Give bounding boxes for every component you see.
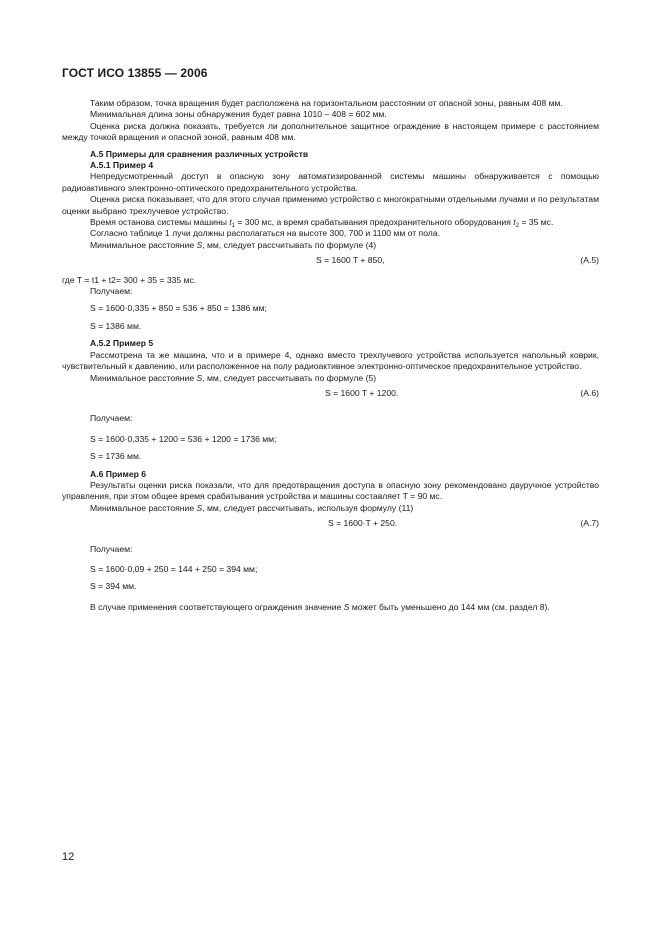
paragraph: Оценка риска должна показать, требуется ли дополнительное защитное ограждение в настоящем примере с расстоянием между точкой вращения и опасной зоной, равным 408 мм. bbox=[62, 120, 599, 143]
document-header: ГОСТ ИСО 13855 — 2006 bbox=[62, 66, 208, 80]
paragraph: Минимальное расстояние S, мм, следует рассчитывать по формуле (4) bbox=[90, 239, 377, 250]
document-body bbox=[62, 98, 599, 613]
formula-expression: S = 1600·T + 250. bbox=[328, 518, 398, 529]
calculation-result: S = 1736 мм. bbox=[90, 451, 142, 462]
obtain-label: Получаем: bbox=[90, 286, 133, 297]
formula-number: (А.6) bbox=[580, 387, 599, 398]
paragraph: Минимальное расстояние S, мм, следует рассчитывать, используя формулу (11) bbox=[90, 502, 414, 513]
obtain-label: Получаем: bbox=[90, 543, 133, 554]
paragraph-conclusion: В случае применения соответствующего ограждения значение S может быть уменьшено до 144 мм (см. раздел 8). bbox=[90, 601, 550, 612]
section-heading-a6: А.6 Пример 6 bbox=[90, 468, 147, 479]
calculation-result: S = 394 мм. bbox=[90, 581, 137, 592]
paragraph: Таким образом, точка вращения будет расположена на горизонтальном расстоянии от опасной зоны, равным 408 мм. bbox=[90, 98, 563, 108]
formula-expression: S = 1600 T + 850, bbox=[316, 255, 385, 266]
formula-where: где T = t1 + t2= 300 + 35 = 335 мс. bbox=[62, 274, 197, 285]
calculation: S = 1600·0,09 + 250 = 144 + 250 = 394 мм; bbox=[90, 563, 258, 574]
section-heading-a5: А.5 Примеры для сравнения различных устройств bbox=[90, 148, 309, 159]
obtain-label: Получаем: bbox=[90, 413, 133, 424]
formula-a6 bbox=[62, 388, 599, 399]
paragraph: Непредусмотренный доступ в опасную зону автоматизированной системы машины обнаруживается с помощью радиоактивного электронно-оптического предохранительного устройства. bbox=[62, 171, 599, 193]
formula-a7 bbox=[62, 518, 599, 529]
calculation: S = 1600·0,335 + 1200 = 536 + 1200 = 1736 мм; bbox=[90, 433, 277, 444]
formula-number: (А.5) bbox=[580, 255, 599, 266]
formula-a5 bbox=[62, 255, 599, 266]
page-number: 12 bbox=[62, 851, 75, 863]
subsection-heading-example-4: А.5.1 Пример 4 bbox=[90, 160, 154, 171]
formula-expression: S = 1600 T + 1200. bbox=[325, 387, 399, 398]
paragraph: Рассмотрена та же машина, что и в примере 4, однако вместо трехлучевого устройства используется напольный коврик, чувствительный к давлению, или расположенное на полу радиоактивное электронно-оптическое предохранительное устройство. bbox=[62, 349, 599, 372]
formula-number: (А.7) bbox=[580, 518, 599, 529]
paragraph: Оценка риска показывает, что для этого случая применимо устройство с многократными отдельными лучами и по результатам оценки выбрано трехлучевое устройство. bbox=[62, 194, 599, 216]
paragraph: Результаты оценки риска показали, что для предотвращения доступа в опасную зону рекомендовано двуручное устройство управления, при этом общее время срабатывания устройства и машины составляет T = 90 мс. bbox=[62, 479, 599, 502]
calculation: S = 1600·0,335 + 850 = 536 + 850 = 1386 мм; bbox=[90, 303, 267, 314]
paragraph: Минимальная длина зоны обнаружения будет равна 1010 – 408 = 602 мм. bbox=[90, 109, 387, 120]
calculation-result: S = 1386 мм. bbox=[90, 320, 142, 331]
subsection-heading-example-5: А.5.2 Пример 5 bbox=[90, 338, 154, 349]
paragraph: Согласно таблице 1 лучи должны располагаться на высоте 300, 700 и 1100 мм от пола. bbox=[90, 228, 440, 239]
paragraph-times: Время останова системы машины $t_1 = 300$ мс, а время срабатывания предохранительного оборудования $t_2 = 35$ мс. bbox=[90, 217, 554, 230]
paragraph: Минимальное расстояние S, мм, следует рассчитывать по формуле (5) bbox=[90, 372, 377, 383]
